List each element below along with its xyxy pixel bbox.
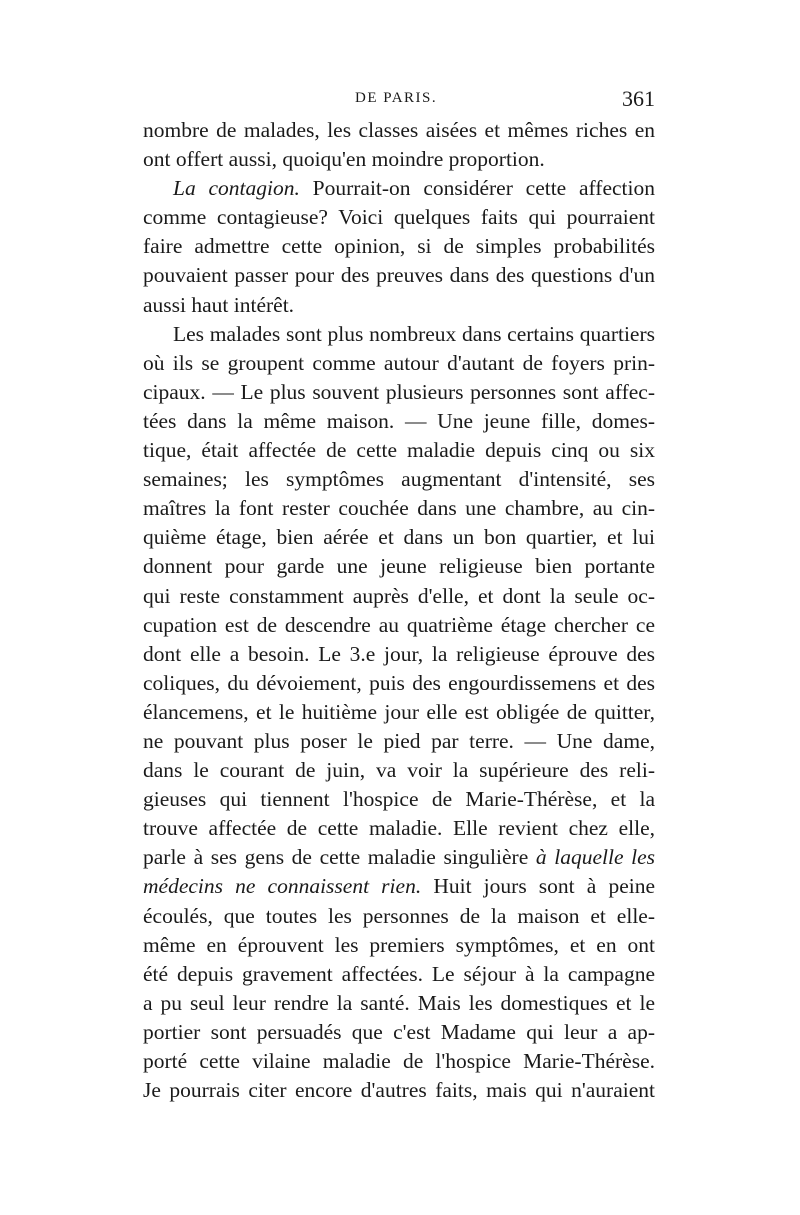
line-text: tées dans la même maison. — Une jeune fille, domes- xyxy=(143,408,655,433)
running-title: DE PARIS. xyxy=(355,90,438,106)
line-text: gieuses qui tiennent l'hospice de Marie-Thérèse, et la xyxy=(143,787,655,812)
text-line xyxy=(143,960,655,989)
line-text: nombre de malades, les classes aisées et mêmes riches en xyxy=(143,118,655,142)
line-text: pouvaient passer pour des preuves dans des questions d'un xyxy=(143,263,655,288)
line-text: dans le courant de juin, va voir la supérieure des reli- xyxy=(143,758,655,783)
line-text: faire admettre cette opinion, si de simples probabilités xyxy=(143,234,655,259)
line-text: portier sont persuadés que c'est Madame qui leur a ap- xyxy=(143,1019,655,1044)
text-line xyxy=(143,669,655,698)
line-text: tique, était affectée de cette maladie depuis cinq ou six xyxy=(143,438,655,463)
text-line xyxy=(143,582,655,611)
text-line xyxy=(143,378,655,407)
line-text: coliques, du dévoiement, puis des engourdissemens et des xyxy=(143,670,655,695)
line-text: Pourrait-on considérer cette affection xyxy=(299,176,656,201)
text-line xyxy=(143,1018,655,1047)
text-line xyxy=(143,436,655,465)
text-line xyxy=(143,843,655,872)
text-line xyxy=(143,902,655,931)
text-line xyxy=(143,494,655,523)
text-line xyxy=(143,116,655,145)
text-line xyxy=(143,872,655,901)
text-line xyxy=(143,465,655,494)
text-line xyxy=(143,989,655,1018)
line-text: trouve affectée de cette maladie. Elle revient chez elle, xyxy=(143,816,655,841)
line-text: maîtres la font rester couchée dans une chambre, au cin- xyxy=(143,496,655,521)
text-line xyxy=(143,523,655,552)
text-line xyxy=(143,756,655,785)
line-text: quième étage, bien aérée et dans un bon quartier, et lui xyxy=(143,525,655,550)
line-text: a pu seul leur rendre la santé. Mais les domestiques et le xyxy=(143,990,655,1015)
line-text: parle à ses gens de cette maladie singulière xyxy=(143,845,536,870)
text-line xyxy=(143,203,655,232)
text-line xyxy=(143,291,655,320)
line-text: même en éprouvent les premiers symptômes, et en ont xyxy=(143,932,655,957)
line-text: donnent pour garde une jeune religieuse bien portante xyxy=(143,554,655,579)
text-line xyxy=(143,1076,655,1105)
text-line xyxy=(143,552,655,581)
text-line xyxy=(143,931,655,960)
line-text: ne pouvant plus poser le pied par terre. — Une dame, xyxy=(143,728,655,753)
text-line xyxy=(143,727,655,756)
text-line xyxy=(143,1047,655,1076)
line-text: cipaux. — Le plus souvent plusieurs personnes sont affec- xyxy=(143,379,655,404)
line-text: été depuis gravement affectées. Le séjour à la campagne xyxy=(143,961,655,986)
line-text: qui reste constamment auprès d'elle, et dont la seule oc- xyxy=(143,583,655,608)
text-line xyxy=(143,349,655,378)
text-line xyxy=(143,640,655,669)
text-line xyxy=(143,407,655,436)
line-text: ont offert aussi, quoiqu'en moindre proportion. xyxy=(143,147,545,172)
line-text: élancemens, et le huitième jour elle est obligée de quitter, xyxy=(143,699,655,724)
text-line xyxy=(143,232,655,261)
text-line xyxy=(143,145,655,174)
line-text: Huit jours sont à peine xyxy=(421,874,656,899)
line-text: Les malades sont plus nombreux dans certains quartiers xyxy=(173,321,655,346)
line-text: cupation est de descendre au quatrième étage chercher ce xyxy=(143,612,655,637)
body-text xyxy=(143,116,655,1105)
line-text: semaines; les symptômes augmentant d'intensité, ses xyxy=(143,467,655,492)
line-text: porté cette vilaine maladie de l'hospice Marie-Thérèse. xyxy=(143,1049,655,1073)
line-text: où ils se groupent comme autour d'autant de foyers prin- xyxy=(143,350,655,375)
line-text: écoulés, que toutes les personnes de la maison et elle- xyxy=(143,903,655,928)
text-line xyxy=(143,814,655,843)
text-line xyxy=(143,785,655,814)
text-line xyxy=(143,261,655,290)
line-text: Je pourrais citer encore d'autres faits, mais qui n'auraient xyxy=(143,1078,655,1103)
running-head xyxy=(143,86,655,112)
text-line xyxy=(143,320,655,349)
text-line xyxy=(143,174,655,203)
line-text: aussi haut intérêt. xyxy=(143,292,295,317)
line-text: dont elle a besoin. Le 3.e jour, la religieuse éprouve des xyxy=(143,641,655,666)
italic-phrase: La contagion. xyxy=(173,176,300,201)
page-number: 361 xyxy=(622,86,655,111)
italic-phrase: médecins ne connaissent rien. xyxy=(143,874,422,899)
line-text: comme contagieuse? Voici quelques faits qui pourraient xyxy=(143,205,655,230)
text-line xyxy=(143,698,655,727)
italic-phrase: à laquelle les xyxy=(535,845,655,870)
text-line xyxy=(143,611,655,640)
